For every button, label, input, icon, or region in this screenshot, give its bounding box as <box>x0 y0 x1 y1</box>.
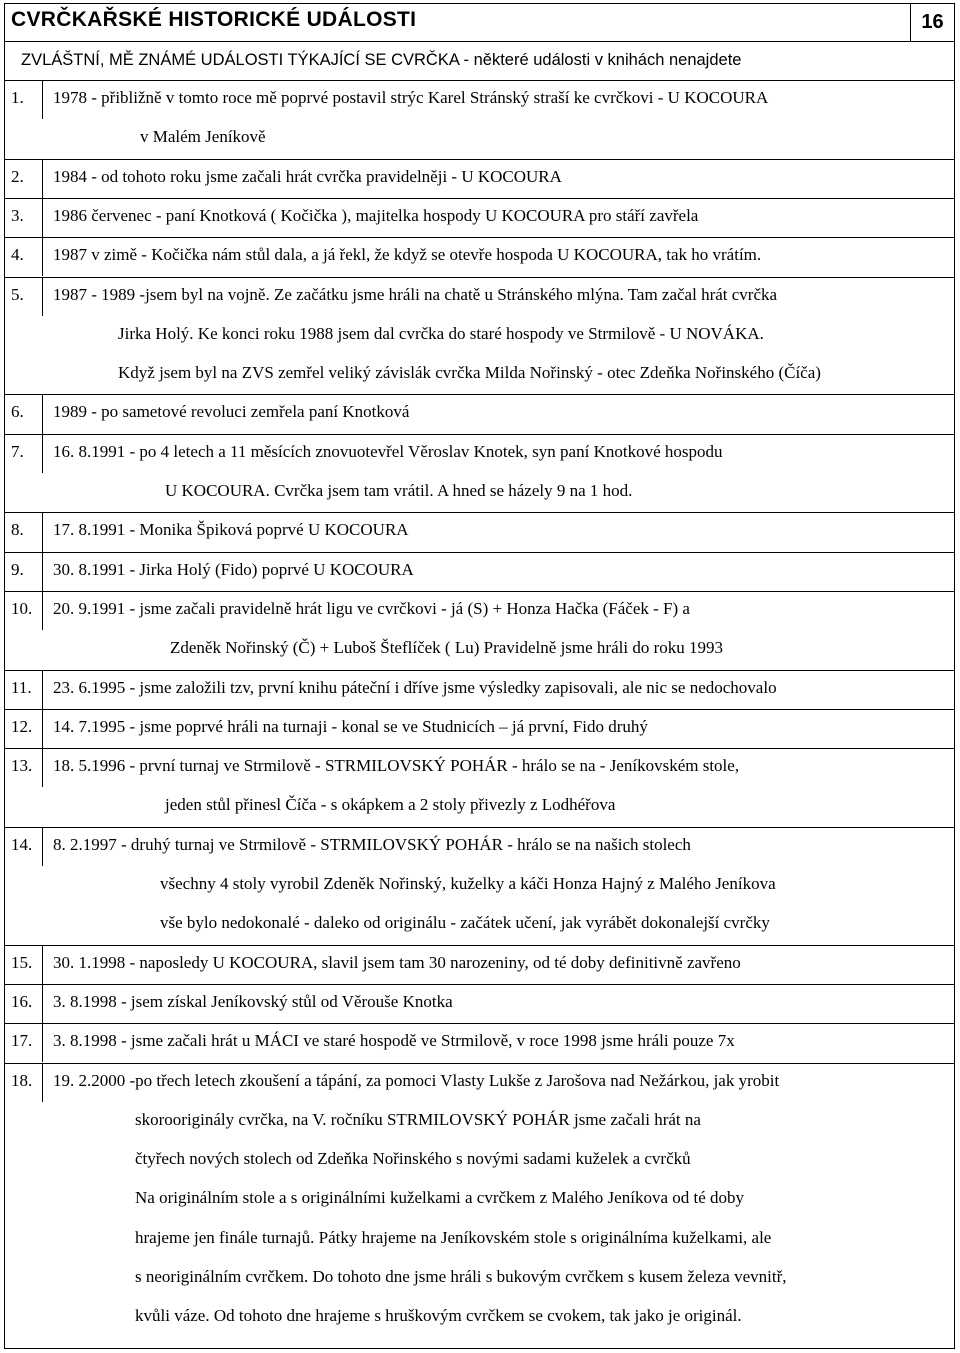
row-divider <box>5 748 954 749</box>
document-page <box>4 3 955 1349</box>
row-divider <box>5 394 954 395</box>
row-divider <box>5 709 954 710</box>
event-number: 13. <box>11 756 33 776</box>
event-row <box>5 591 954 670</box>
row-divider <box>5 512 954 513</box>
event-row <box>5 1023 954 1062</box>
number-column-divider <box>42 827 43 866</box>
event-text: 1987 - 1989 -jsem byl na vojně. Ze začátku jsme hráli na chatě u Stránského mlýna. Tam začal hrát cvrčka <box>53 284 778 304</box>
event-text: 23. 6.1995 - jsme založili tzv, první knihu páteční i dříve jsme výsledky zapisovali, ale nic se nedochovalo <box>53 677 777 697</box>
number-column-divider <box>42 512 43 551</box>
row-divider <box>5 80 954 81</box>
event-text-continuation: v Malém Jeníkově <box>140 127 266 147</box>
number-column-divider <box>42 591 43 630</box>
event-number: 10. <box>11 598 33 618</box>
event-text-continuation: Na originálním stole a s originálními kuželkami a cvrčkem z Malého Jeníkova od té doby <box>135 1188 745 1208</box>
row-divider <box>5 1063 954 1064</box>
event-number: 18. <box>11 1070 33 1090</box>
event-text: 30. 8.1991 - Jirka Holý (Fido) poprvé U KOCOURA <box>53 559 414 579</box>
page-header <box>5 4 954 42</box>
event-text-continuation: všechny 4 stoly vyrobil Zdeněk Nořinský, kuželky a káči Honza Hajný z Malého Jeníkova <box>160 873 776 893</box>
row-divider <box>5 552 954 553</box>
event-row <box>5 159 954 198</box>
event-text-continuation: kvůli váze. Od tohoto dne hrajeme s hruškovým cvrčkem se cvokem, tak jako je originál. <box>135 1306 742 1326</box>
number-column-divider <box>42 748 43 787</box>
event-number: 15. <box>11 952 33 972</box>
event-number: 8. <box>11 520 24 540</box>
row-divider <box>5 591 954 592</box>
event-text: 30. 1.1998 - naposledy U KOCOURA, slavil jsem tam 30 narozeniny, od té doby definitivně zavřeno <box>53 952 741 972</box>
number-column-divider <box>42 945 43 984</box>
number-column-divider <box>42 552 43 591</box>
event-text: 20. 9.1991 - jsme začali pravidelně hrát ligu ve cvrčkovi - já (S) + Honza Hačka (Fáček - F) a <box>53 598 690 618</box>
event-row <box>5 434 954 513</box>
event-text: 18. 5.1996 - první turnaj ve Strmilově - STRMILOVSKÝ POHÁR - hrálo se na - Jeníkovském stole, <box>53 756 740 776</box>
event-text-continuation: U KOCOURA. Cvrčka jsem tam vrátil. A hned se házely 9 na 1 hod. <box>165 480 633 500</box>
event-number: 16. <box>11 991 33 1011</box>
event-row <box>5 552 954 591</box>
page-number: 16 <box>910 4 954 41</box>
row-divider <box>5 827 954 828</box>
number-column-divider <box>42 80 43 119</box>
event-number: 6. <box>11 402 24 422</box>
event-text: 1987 v zimě - Kočička nám stůl dala, a já řekl, že když se otevře hospoda U KOCOURA, tak ho vrátím. <box>53 245 762 265</box>
row-divider <box>5 237 954 238</box>
subtitle-row <box>5 42 954 80</box>
event-number: 14. <box>11 834 33 854</box>
event-number: 17. <box>11 1031 33 1051</box>
event-row <box>5 945 954 984</box>
event-row <box>5 709 954 748</box>
event-number: 4. <box>11 245 24 265</box>
event-text: 16. 8.1991 - po 4 letech a 11 měsících znovuotevřel Věroslav Knotek, syn paní Knotkové hospodu <box>53 441 723 461</box>
event-text: 8. 2.1997 - druhý turnaj ve Strmilově - STRMILOVSKÝ POHÁR - hrálo se na našich stolech <box>53 834 691 854</box>
number-column-divider <box>42 1023 43 1062</box>
event-text-continuation: skorooriginály cvrčka, na V. ročníku STRMILOVSKÝ POHÁR jsme začali hrát na <box>135 1109 701 1129</box>
event-text-continuation: Zdeněk Nořinský (Č) + Luboš Šteflíček ( Lu) Pravidelně jsme hráli do roku 1993 <box>170 638 723 658</box>
event-number: 5. <box>11 284 24 304</box>
event-row <box>5 984 954 1023</box>
event-row <box>5 512 954 551</box>
event-text: 14. 7.1995 - jsme poprvé hráli na turnaji - konal se ve Studnicích – já první, Fido druhý <box>53 716 648 736</box>
number-column-divider <box>42 159 43 198</box>
event-row <box>5 670 954 709</box>
event-text: 1978 - přibližně v tomto roce mě poprvé postavil strýc Karel Stránský straší ke cvrčkovi - U KOCOURA <box>53 88 769 107</box>
number-column-divider <box>42 434 43 473</box>
row-divider <box>5 1023 954 1024</box>
event-row <box>5 748 954 827</box>
event-row <box>5 1063 954 1338</box>
number-column-divider <box>42 277 43 316</box>
event-row <box>5 80 954 159</box>
number-column-divider <box>42 198 43 237</box>
row-divider <box>5 984 954 985</box>
event-text: 1989 - po sametové revoluci zemřela paní Knotková <box>53 402 410 422</box>
event-text-continuation: Když jsem byl na ZVS zemřel veliký závislák cvrčka Milda Nořinský - otec Zdeňka Nořinského (Číča) <box>118 363 821 383</box>
number-column-divider <box>42 1063 43 1102</box>
page-title: CVRČKAŘSKÉ HISTORICKÉ UDÁLOSTI <box>11 8 417 31</box>
event-text-continuation: s neoriginálním cvrčkem. Do tohoto dne jsme hráli s bukovým cvrčkem s kusem železa vevnitř, <box>135 1267 787 1286</box>
event-text: 17. 8.1991 - Monika Špiková poprvé U KOCOURA <box>53 520 409 540</box>
event-number: 9. <box>11 559 24 579</box>
event-text-continuation: jeden stůl přinesl Číča - s okápkem a 2 stoly přivezly z Lodhéřova <box>165 795 616 815</box>
event-text: 3. 8.1998 - jsme začali hrát u MÁCI ve staré hospodě ve Strmilově, v roce 1998 jsme hráli pouze 7x <box>53 1031 735 1051</box>
number-column-divider <box>42 670 43 709</box>
event-row <box>5 277 954 395</box>
event-number: 7. <box>11 441 24 461</box>
event-number: 1. <box>11 88 24 107</box>
event-row <box>5 198 954 237</box>
number-column-divider <box>42 984 43 1023</box>
number-column-divider <box>42 394 43 433</box>
number-column-divider <box>42 709 43 748</box>
number-column-divider <box>42 237 43 276</box>
event-text: 3. 8.1998 - jsem získal Jeníkovský stůl od Věrouše Knotka <box>53 991 453 1011</box>
row-divider <box>5 945 954 946</box>
event-number: 2. <box>11 166 24 186</box>
event-text-continuation: vše bylo nedokonalé - daleko od originálu - začátek učení, jak vyrábět dokonalejší cvrčky <box>160 913 770 933</box>
event-row <box>5 827 954 945</box>
event-number: 11. <box>11 677 32 697</box>
row-divider <box>5 159 954 160</box>
row-divider <box>5 434 954 435</box>
row-divider <box>5 198 954 199</box>
event-row <box>5 237 954 276</box>
event-text-continuation: čtyřech nových stolech od Zdeňka Nořinského s novými sadami kuželek a cvrčků <box>135 1149 691 1169</box>
row-divider <box>5 277 954 278</box>
event-text: 1984 - od tohoto roku jsme začali hrát cvrčka pravidelněji - U KOCOURA <box>53 166 562 186</box>
event-row <box>5 394 954 433</box>
event-text-continuation: hrajeme jen finále turnajů. Pátky hrajeme na Jeníkovském stole s originálníma kuželkami, ale <box>135 1227 772 1247</box>
event-text-continuation: Jirka Holý. Ke konci roku 1988 jsem dal cvrčka do staré hospody ve Strmilově - U NOVÁKA. <box>118 323 764 343</box>
row-divider <box>5 670 954 671</box>
event-number: 3. <box>11 205 24 225</box>
event-number: 12. <box>11 716 33 736</box>
event-text: 19. 2.2000 -po třech letech zkoušení a tápání, za pomoci Vlasty Lukše z Jarošova nad Nežárkou, jak yrobit <box>53 1070 780 1090</box>
event-text: 1986 červenec - paní Knotková ( Kočička ), majitelka hospody U KOCOURA pro stáří zavřela <box>53 205 699 225</box>
subtitle: ZVLÁŠTNÍ, MĚ ZNÁMÉ UDÁLOSTI TÝKAJÍCÍ SE CVRČKA - některé události v knihách nenajdete <box>21 51 742 69</box>
